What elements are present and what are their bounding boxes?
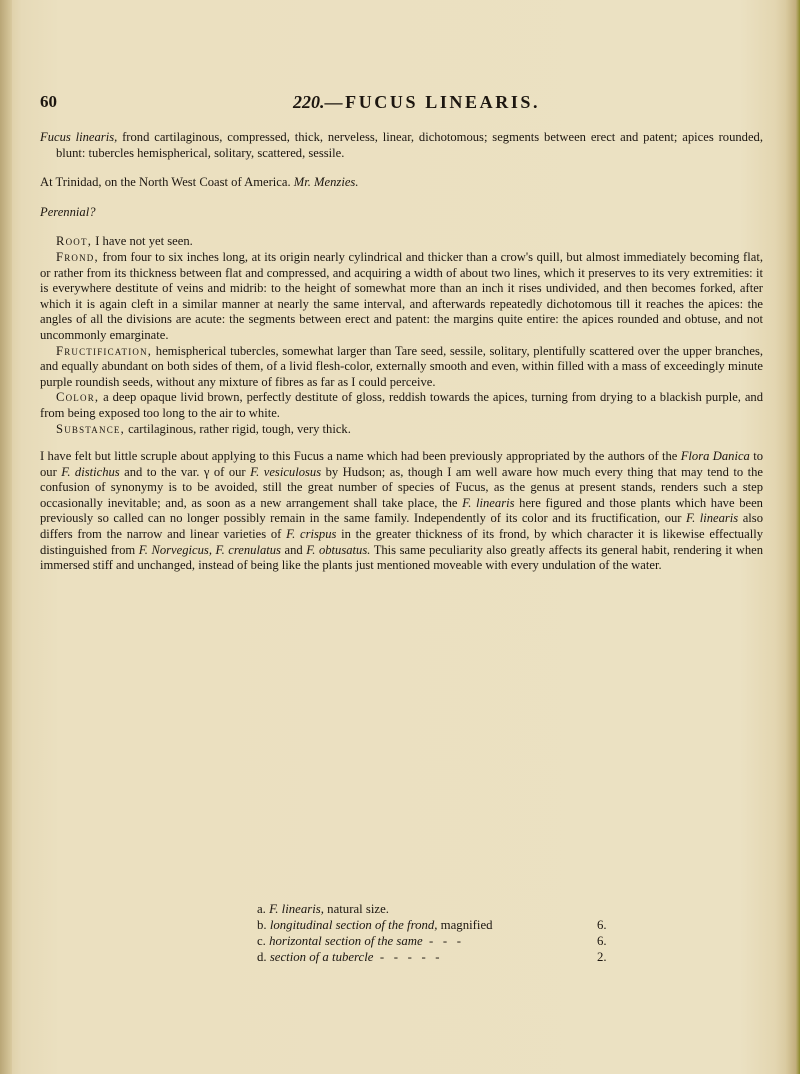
- frond-label: Frond,: [56, 249, 99, 264]
- discussion-paragraph: I have felt but little scruple about applying to this Fucus a name which had been previously appropriated by the authors of the Flora Danica to our F. distichus and to the var. γ of our F. vesiculosus by Hudson; as, though I am well aware how much every thing that may tend to the confusion of synonymy is to be avoided, still the great number of species of Fucus, as the genus at present stands, renders such a step occasionally inevitable; and, as soon as a new arrangement shall take place, the F. linearis here figured and those plants which have been previously so called can no longer possibly remain in the same family. Independently of its color and its fructification, our F. linearis also differs from the narrow and linear varieties of F. crispus in the greater thickness of its frond, by which character it is likewise effectually distinguished from F. Norvegicus, F. crenulatus and F. obtusatus. This same peculiarity also greatly affects its general habit, rendering it when immersed stiff and unchanged, instead of being like the plants just mentioned moveable with every undulation of the water.: [40, 449, 764, 573]
- diagnosis: [40, 130, 763, 161]
- fructification-label: Fructification,: [56, 343, 153, 358]
- main-text: [40, 130, 763, 574]
- title-separator: —: [324, 92, 346, 112]
- page-title: [293, 92, 540, 113]
- substance-description: [40, 422, 763, 438]
- locality-text: At Trinidad, on the North West Coast of America.: [40, 175, 294, 190]
- plate-legend: [257, 901, 617, 965]
- frond-text: from four to six inches long, at its origin nearly cylindrical and thicker than a crow's quill, but almost immediately becoming flat, or rather from its thickness between flat and compressed, and acquiring a width of about two lines, which it preserves to its very extremities: it is everywhere destitute of veins and midrib: to the height of somewhat more than an inch it rises undivided, and then becomes forked, after which it is again cleft in a similar manner at nearly the same interval, and afterwards repeatedly dichotomous till it reaches the apices: the angles of all the divisions are acute: the segments between erect and patent: the margins quite entire: the apices rounded and obtuse, and not uncommonly emarginate.: [40, 249, 763, 342]
- fructification-text: hemispherical tubercles, somewhat larger than Tare seed, sessile, solitary, plentifully scattered over the upper branches, and equally abundant on both sides of them, of a livid flesh-color, externally smooth and even, within filled with a mass of exceedingly minute purple roundish seeds, without any mixture of fibres as far as I could perceive.: [40, 343, 763, 389]
- substance-text: cartilaginous, rather rigid, tough, very thick.: [124, 421, 351, 436]
- duration: Perennial?: [40, 204, 96, 219]
- plate-number: 220.: [293, 92, 325, 112]
- legend-item: b. longitudinal section of the frond, magnified 6.: [257, 918, 607, 932]
- root-description: [40, 234, 763, 250]
- fructification-description: [40, 344, 763, 391]
- locality: [40, 175, 763, 191]
- legend-item: a. F. linearis, natural size.: [257, 902, 389, 916]
- substance-label: Substance,: [56, 421, 125, 436]
- running-header: [40, 92, 760, 118]
- color-label: Color,: [56, 390, 100, 405]
- root-label: Root,: [56, 234, 93, 249]
- frond-description: [40, 250, 763, 344]
- page-right-edge: [786, 0, 800, 1074]
- color-text: a deep opaque livid brown, perfectly destitute of gloss, reddish towards the apices, turning from drying to a blackish purple, and from being exposed too long to the air to white.: [40, 390, 763, 420]
- page-left-edge: [0, 0, 12, 1074]
- root-text: I have not yet seen.: [92, 234, 193, 249]
- legend-item: d. section of a tubercle - - - - - 2.: [257, 950, 607, 964]
- diagnosis-name: Fucus linearis,: [40, 130, 118, 144]
- species-title: FUCUS LINEARIS.: [345, 92, 541, 112]
- page-number: 60: [40, 92, 57, 111]
- color-description: [40, 390, 763, 421]
- legend-item: c. horizontal section of the same - - - 6.: [257, 934, 607, 948]
- diagnosis-text: frond cartilaginous, compressed, thick, nerveless, linear, dichotomous; segments between erect and patent; apices rounded, blunt: tubercles hemispherical, solitary, scattered, sessile.: [56, 130, 763, 160]
- locality-collector: Mr. Menzies.: [293, 175, 359, 190]
